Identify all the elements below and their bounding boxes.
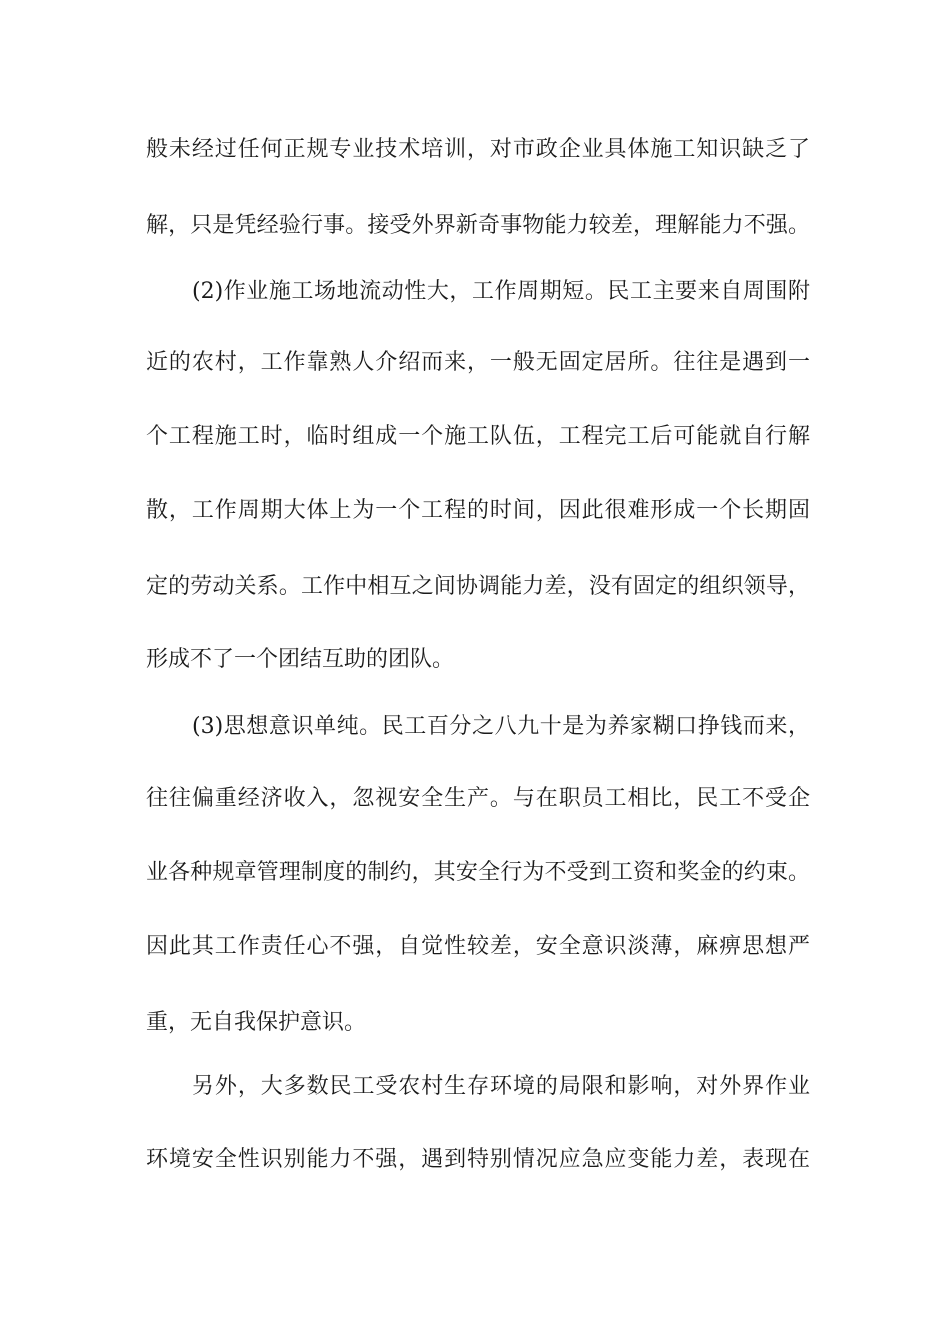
text-line: 因此其工作责任心不强，自觉性较差，安全意识淡薄，麻痹思想严 (146, 934, 810, 959)
text-line: 环境安全性识别能力不强，遇到特别情况应急应变能力差，表现在 (146, 1147, 810, 1172)
text-line: 散，工作周期大体上为一个工程的时间，因此很难形成一个长期固 (146, 498, 810, 523)
text-line: 业各种规章管理制度的制约，其安全行为不受到工资和奖金的约束。 (146, 860, 810, 885)
text-line: 近的农村，工作靠熟人介绍而来，一般无固定居所。往往是遇到一 (146, 350, 810, 375)
text-line: 定的劳动关系。工作中相互之间协调能力差，没有固定的组织领导， (146, 574, 810, 599)
text-line: 般未经过任何正规专业技术培训，对市政企业具体施工知识缺乏了 (146, 137, 810, 162)
text-line: 重，无自我保护意识。 (146, 1010, 367, 1035)
text-line: (2)作业施工场地流动性大，工作周期短。民工主要来自周围附 (192, 279, 810, 304)
text-line: 往往偏重经济收入，忽视安全生产。与在职员工相比，民工不受企 (146, 786, 810, 811)
text-line: 解，只是凭经验行事。接受外界新奇事物能力较差，理解能力不强。 (146, 213, 810, 238)
text-line: 另外，大多数民工受农村生存环境的局限和影响，对外界作业 (192, 1074, 810, 1099)
text-line: 形成不了一个团结互助的团队。 (146, 647, 455, 672)
text-line: 个工程施工时，临时组成一个施工队伍，工程完工后可能就自行解 (146, 424, 810, 449)
text-line: (3)思想意识单纯。民工百分之八九十是为养家糊口挣钱而来， (192, 714, 810, 739)
